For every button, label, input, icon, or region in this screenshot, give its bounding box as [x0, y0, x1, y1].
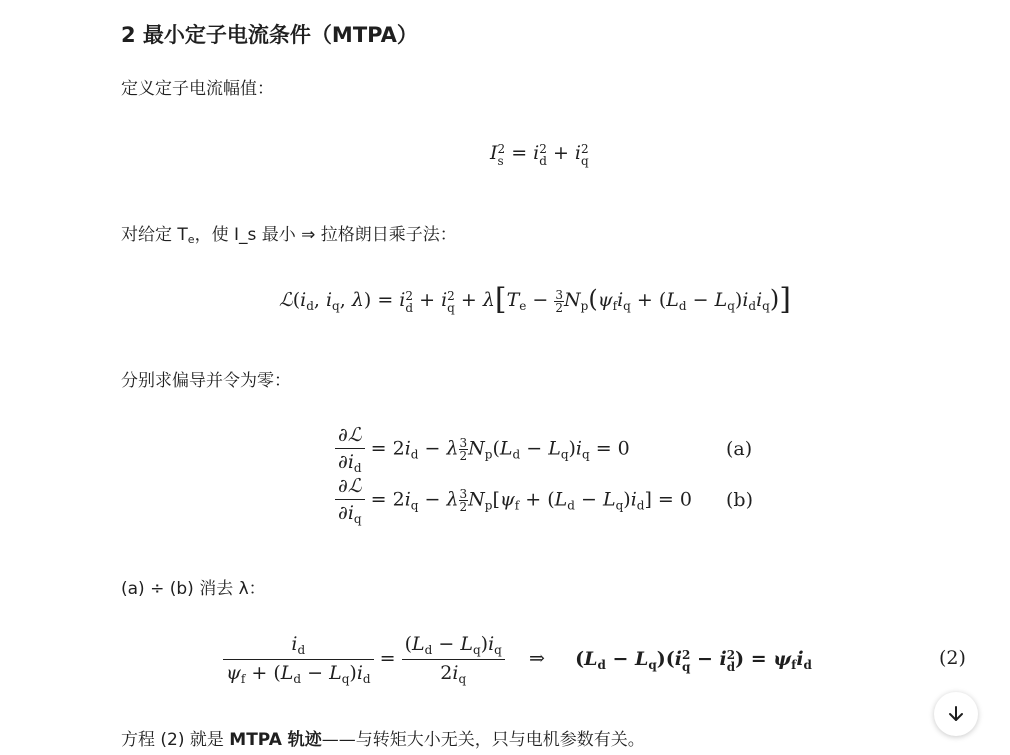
equation-tag-a: (a)	[726, 438, 753, 460]
equation-tag-b: (b)	[726, 489, 753, 511]
section-heading: 2 最小定子电流条件（MTPA）	[121, 23, 418, 47]
equation-b: $\frac{\text{∂ℒ}}{\partial i_q}$ = $2i_q - \lambda$ $\frac{3}{2}$ $N_p[\psi_f + (L_d - L_q)i_d] = 0$	[335, 475, 692, 526]
equation-current-amplitude: I2 s = i2 d + i2 q	[490, 142, 589, 168]
arrow-down-icon	[946, 704, 966, 724]
paragraph-divide: (a) ÷ (b) 消去 λ：	[121, 579, 266, 599]
paragraph-partial-derivatives: 分别求偏导并令为零：	[121, 371, 291, 391]
scroll-down-button[interactable]	[934, 692, 978, 736]
equation-a: $\frac{\text{∂ℒ}}{\partial i_d}$ = $2i_d - \lambda$ $\frac{3}{2}$ $N_p(L_d - L_q)i_q = 0$	[335, 424, 630, 475]
paragraph-lagrange: 对给定 Te，使 I_s 最小 ⇒ 拉格朗日乘子法：	[121, 225, 457, 246]
paragraph-conclusion: 方程 (2) 就是 MTPA 轨迹——与转矩大小无关，只与电机参数有关。	[121, 730, 645, 750]
equation-tag-2: (2)	[939, 647, 966, 669]
paragraph-define-amplitude: 定义定子电流幅值：	[121, 79, 274, 99]
equation-mtpa: $\frac{i_d}{\psi_f + (L_d - L_q)i_d}$ = $\frac{(L_d - L_q)i_q}{2i_q}$ ⇒ $(L_d - L_q)(i2$ q − i2 $d) = \psi_fi_d$	[223, 633, 812, 686]
equation-lagrangian: $ℒ(i_d$, $i_q$, λ) = i2 d + i2 $q + \lambda[T_e$ − $\frac{3}{2}$ $N_p(\psi_fi_q + (L_d - L_q)i_di_q)$]	[279, 282, 791, 317]
